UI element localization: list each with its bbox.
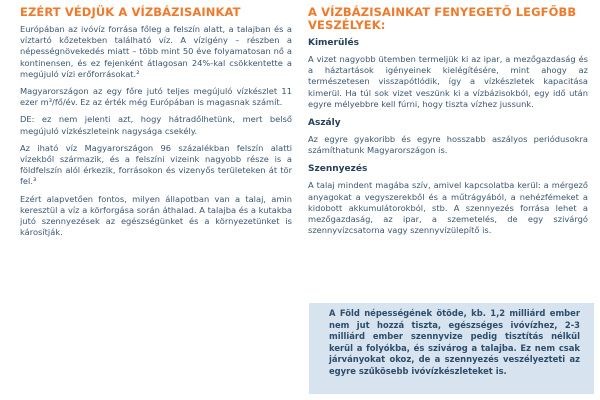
section-text-drought: Az egyre gyakoribb és egyre hosszabb aszályos periódusokra számíthatunk Magyarországon is.	[308, 134, 588, 156]
left-column	[20, 6, 292, 244]
section-text-pollution: A talaj mindent magába szív, amivel kapcsolatba kerül: a mérgező anyagokat a vegyszerekből és a műtrágyából, a nehézfémeket a kidobott akkumulátorokból, stb. A szennyezés forrása lehet a mezőgazdaság, az ipar, a szemetelés, de egy szivárgó szennyvízcsatorna vagy szennyvízülepítő is.	[308, 180, 588, 236]
left-paragraph-5: Ezért alapvetően fontos, milyen állapotban van a talaj, amin keresztül a víz a körforgása során áthalad. A talajba és a kutakba jutó szennyezések az egészségünket és a környezetünket is károsítják.	[20, 193, 292, 238]
callout-box	[309, 303, 594, 394]
callout-text: A Föld népességének ötöde, kb. 1,2 milliárd ember nem jut hozzá tiszta, egészséges ivóvízhez, 2-3 milliárd ember szennyvize pedig tisztítás nélkül kerül a folyókba, és szivárog a talajba. Ez nem csak járványokat okoz, de a szennyezés veszélyezteti az egyre szűkösebb ivóvízkészleteket is.	[329, 308, 580, 376]
left-paragraph-3: DE: ez nem jelenti azt, hogy hátradőlhetünk, mert belső megújuló vízkészleteink nagysága csekély.	[20, 114, 292, 136]
left-paragraph-1: Európában az ivóvíz forrása főleg a felszín alatt, a talajban és a víztartó kőzetekben található víz. A vízigény – részben a népességnövekedés miatt – több mint 50 éve folyamatosan nő a kontinensen, és ez fejenként átlagosan 24%-kal csökkentette a megújuló vízi erőforrásokat.²	[20, 24, 292, 79]
right-column	[308, 6, 588, 242]
left-paragraph-2: Magyarországon az egy főre jutó teljes megújuló vízkészlet 11 ezer m³/fő/év. Ez az érték még Európában is magasnak számít.	[20, 86, 292, 108]
right-heading: A VÍZBÁZISAINKAT FENYEGETŐ LEGFŐBB VESZÉLYEK:	[308, 5, 577, 32]
section-text-depletion: A vizet nagyobb ütemben termeljük ki az ipar, a mezőgazdaság és a háztartások igényeinek kielégítésére, mint ahogy az természetesen visszapótlódik, így a vízkészletek kapacitása kimerül. Ha túl sok vizet veszünk ki a vízbázisokból, egy idő után egyre mélyebbre kell fúrni, hogy tiszta vízhez jussunk.	[308, 54, 588, 109]
left-heading: EZÉRT VÉDJÜK A VÍZBÁZISAINKAT	[20, 5, 241, 19]
left-paragraph-4: Az iható víz Magyarországon 96 százalékban felszín alatti vízekből származik, és a felszíni vizeink nagyobb része is a földfelszín alól érkezik, forrásokon és vizenyős területeken át tör fel.³	[20, 142, 292, 187]
section-title-drought: Aszály	[308, 118, 341, 129]
section-title-pollution: Szennyezés	[308, 164, 368, 175]
section-title-depletion: Kimerülés	[308, 38, 359, 48]
